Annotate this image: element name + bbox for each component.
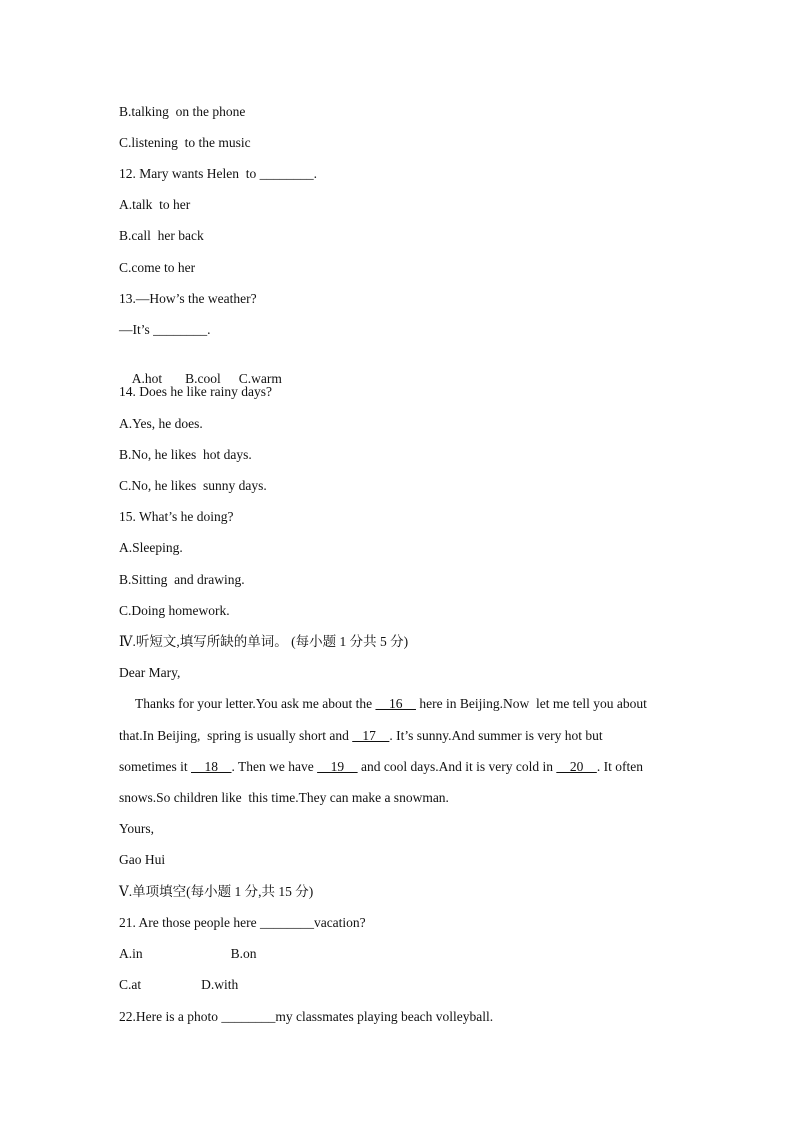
option-14a: A.Yes, he does. <box>119 416 203 431</box>
option-13a: A.hot <box>131 371 163 386</box>
passage-line-1: Thanks for your letter.You ask me about the 16 here in Beijing.Now let me tell you about <box>135 696 647 711</box>
question-21: 21. Are those people here ________vacation? <box>119 915 366 930</box>
blank-20: 20 <box>556 759 597 774</box>
option-11c: C.listening to the music <box>119 135 251 150</box>
question-15: 15. What’s he doing? <box>119 509 234 524</box>
option-13b: B.cool <box>185 371 221 386</box>
option-11b: B.talking on the phone <box>119 104 246 119</box>
options-21-row-2 <box>119 976 238 994</box>
blank-17: 17 <box>352 728 390 743</box>
letter-closing: Yours, <box>119 821 155 836</box>
options-21-row-1 <box>119 945 257 963</box>
option-15b: B.Sitting and drawing. <box>119 572 245 587</box>
options-13 <box>119 352 282 386</box>
option-12c: C.come to her <box>119 260 196 275</box>
letter-signature: Gao Hui <box>119 852 166 867</box>
option-14c: C.No, he likes sunny days. <box>119 478 267 493</box>
question-14: 14. Does he like rainy days? <box>119 384 272 399</box>
passage-line-2: that.In Beijing, spring is usually short and 17 . It’s sunny.And summer is very hot but <box>119 728 603 743</box>
option-12a: A.talk to her <box>119 197 191 212</box>
option-12b: B.call her back <box>119 228 204 243</box>
section-4-heading: Ⅳ.听短文,填写所缺的单词。 (每小题 1 分共 5 分) <box>119 634 409 649</box>
option-21d: D.with <box>201 977 239 992</box>
blank-16: 16 <box>375 696 416 711</box>
question-13-answer: —It’s ________. <box>119 322 211 337</box>
option-14b: B.No, he likes hot days. <box>119 447 252 462</box>
option-13c: C.warm <box>238 371 282 386</box>
question-12: 12. Mary wants Helen to ________. <box>119 166 317 181</box>
option-15c: C.Doing homework. <box>119 603 230 618</box>
passage-line-3: sometimes it 18 . Then we have 19 and cool days.And it is very cold in 20 . It often <box>119 759 643 774</box>
blank-18: 18 <box>191 759 232 774</box>
letter-greeting: Dear Mary, <box>119 665 181 680</box>
option-15a: A.Sleeping. <box>119 540 183 555</box>
question-13: 13.—How’s the weather? <box>119 291 257 306</box>
question-22: 22.Here is a photo ________my classmates playing beach volleyball. <box>119 1009 494 1024</box>
option-21a: A.in <box>119 946 143 961</box>
passage-line-4: snows.So children like this time.They can make a snowman. <box>119 790 449 805</box>
option-21c: C.at <box>119 977 142 992</box>
section-5-heading: Ⅴ.单项填空(每小题 1 分,共 15 分) <box>119 884 314 899</box>
blank-19: 19 <box>317 759 358 774</box>
option-21b: B.on <box>230 946 257 961</box>
